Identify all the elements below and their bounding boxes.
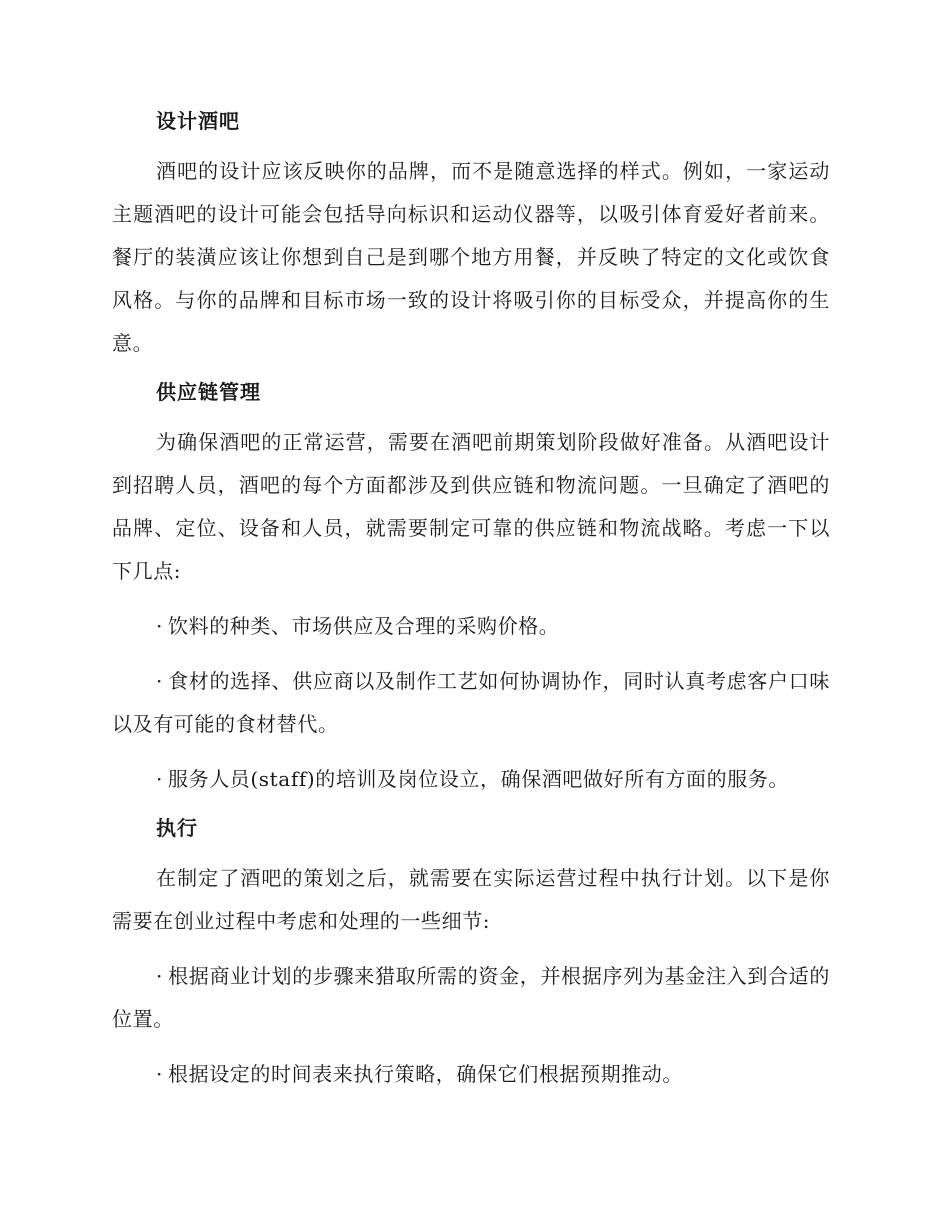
bullet-icon: · xyxy=(156,669,163,693)
section-heading: 设计酒吧 xyxy=(156,109,240,133)
bullet-text: 饮料的种类、市场供应及合理的采购价格。 xyxy=(168,614,560,638)
section-paragraph: 在制定了酒吧的策划之后，就需要在实际运营过程中执行计划。以下是你需要在创业过程中考虑和处理的一些细节: xyxy=(112,866,830,933)
section-paragraph: 为确保酒吧的正常运营，需要在酒吧前期策划阶段做好准备。从酒吧设计到招聘人员，酒吧的每个方面都涉及到供应链和物流问题。一旦确定了酒吧的品牌、定位、设备和人员，就需要制定可靠的供应链和物流战略。考虑一下以下几点: xyxy=(112,430,830,583)
bullet-item xyxy=(112,605,830,648)
bullet-icon: · xyxy=(156,964,163,988)
bullet-icon: · xyxy=(156,1062,163,1086)
bullet-icon: · xyxy=(156,614,163,638)
bullet-item xyxy=(112,758,830,801)
section-heading: 执行 xyxy=(156,816,198,840)
section-heading: 供应链管理 xyxy=(156,380,261,404)
section-supply-chain xyxy=(112,377,830,801)
bullet-item xyxy=(112,955,830,1041)
section-execution xyxy=(112,813,830,1096)
bullet-text: 根据设定的时间表来执行策略，确保它们根据预期推动。 xyxy=(168,1062,683,1086)
document-page xyxy=(112,106,830,1108)
bullet-text: 服务人员(staff)的培训及岗位设立，确保酒吧做好所有方面的服务。 xyxy=(168,767,790,791)
bullet-item xyxy=(112,1053,830,1096)
bullet-icon: · xyxy=(156,767,163,791)
bullet-text: 根据商业计划的步骤来猎取所需的资金，并根据序列为基金注入到合适的位置。 xyxy=(112,964,830,1031)
section-design-bar xyxy=(112,106,830,365)
bullet-text: 食材的选择、供应商以及制作工艺如何协调协作，同时认真考虑客户口味以及有可能的食材替代。 xyxy=(112,669,830,736)
bullet-item xyxy=(112,660,830,746)
section-paragraph: 酒吧的设计应该反映你的品牌，而不是随意选择的样式。例如，一家运动主题酒吧的设计可能会包括导向标识和运动仪器等，以吸引体育爱好者前来。餐厅的装潢应该让你想到自己是到哪个地方用餐，并反映了特定的文化或饮食风格。与你的品牌和目标市场一致的设计将吸引你的目标受众，并提高你的生意。 xyxy=(112,159,830,355)
